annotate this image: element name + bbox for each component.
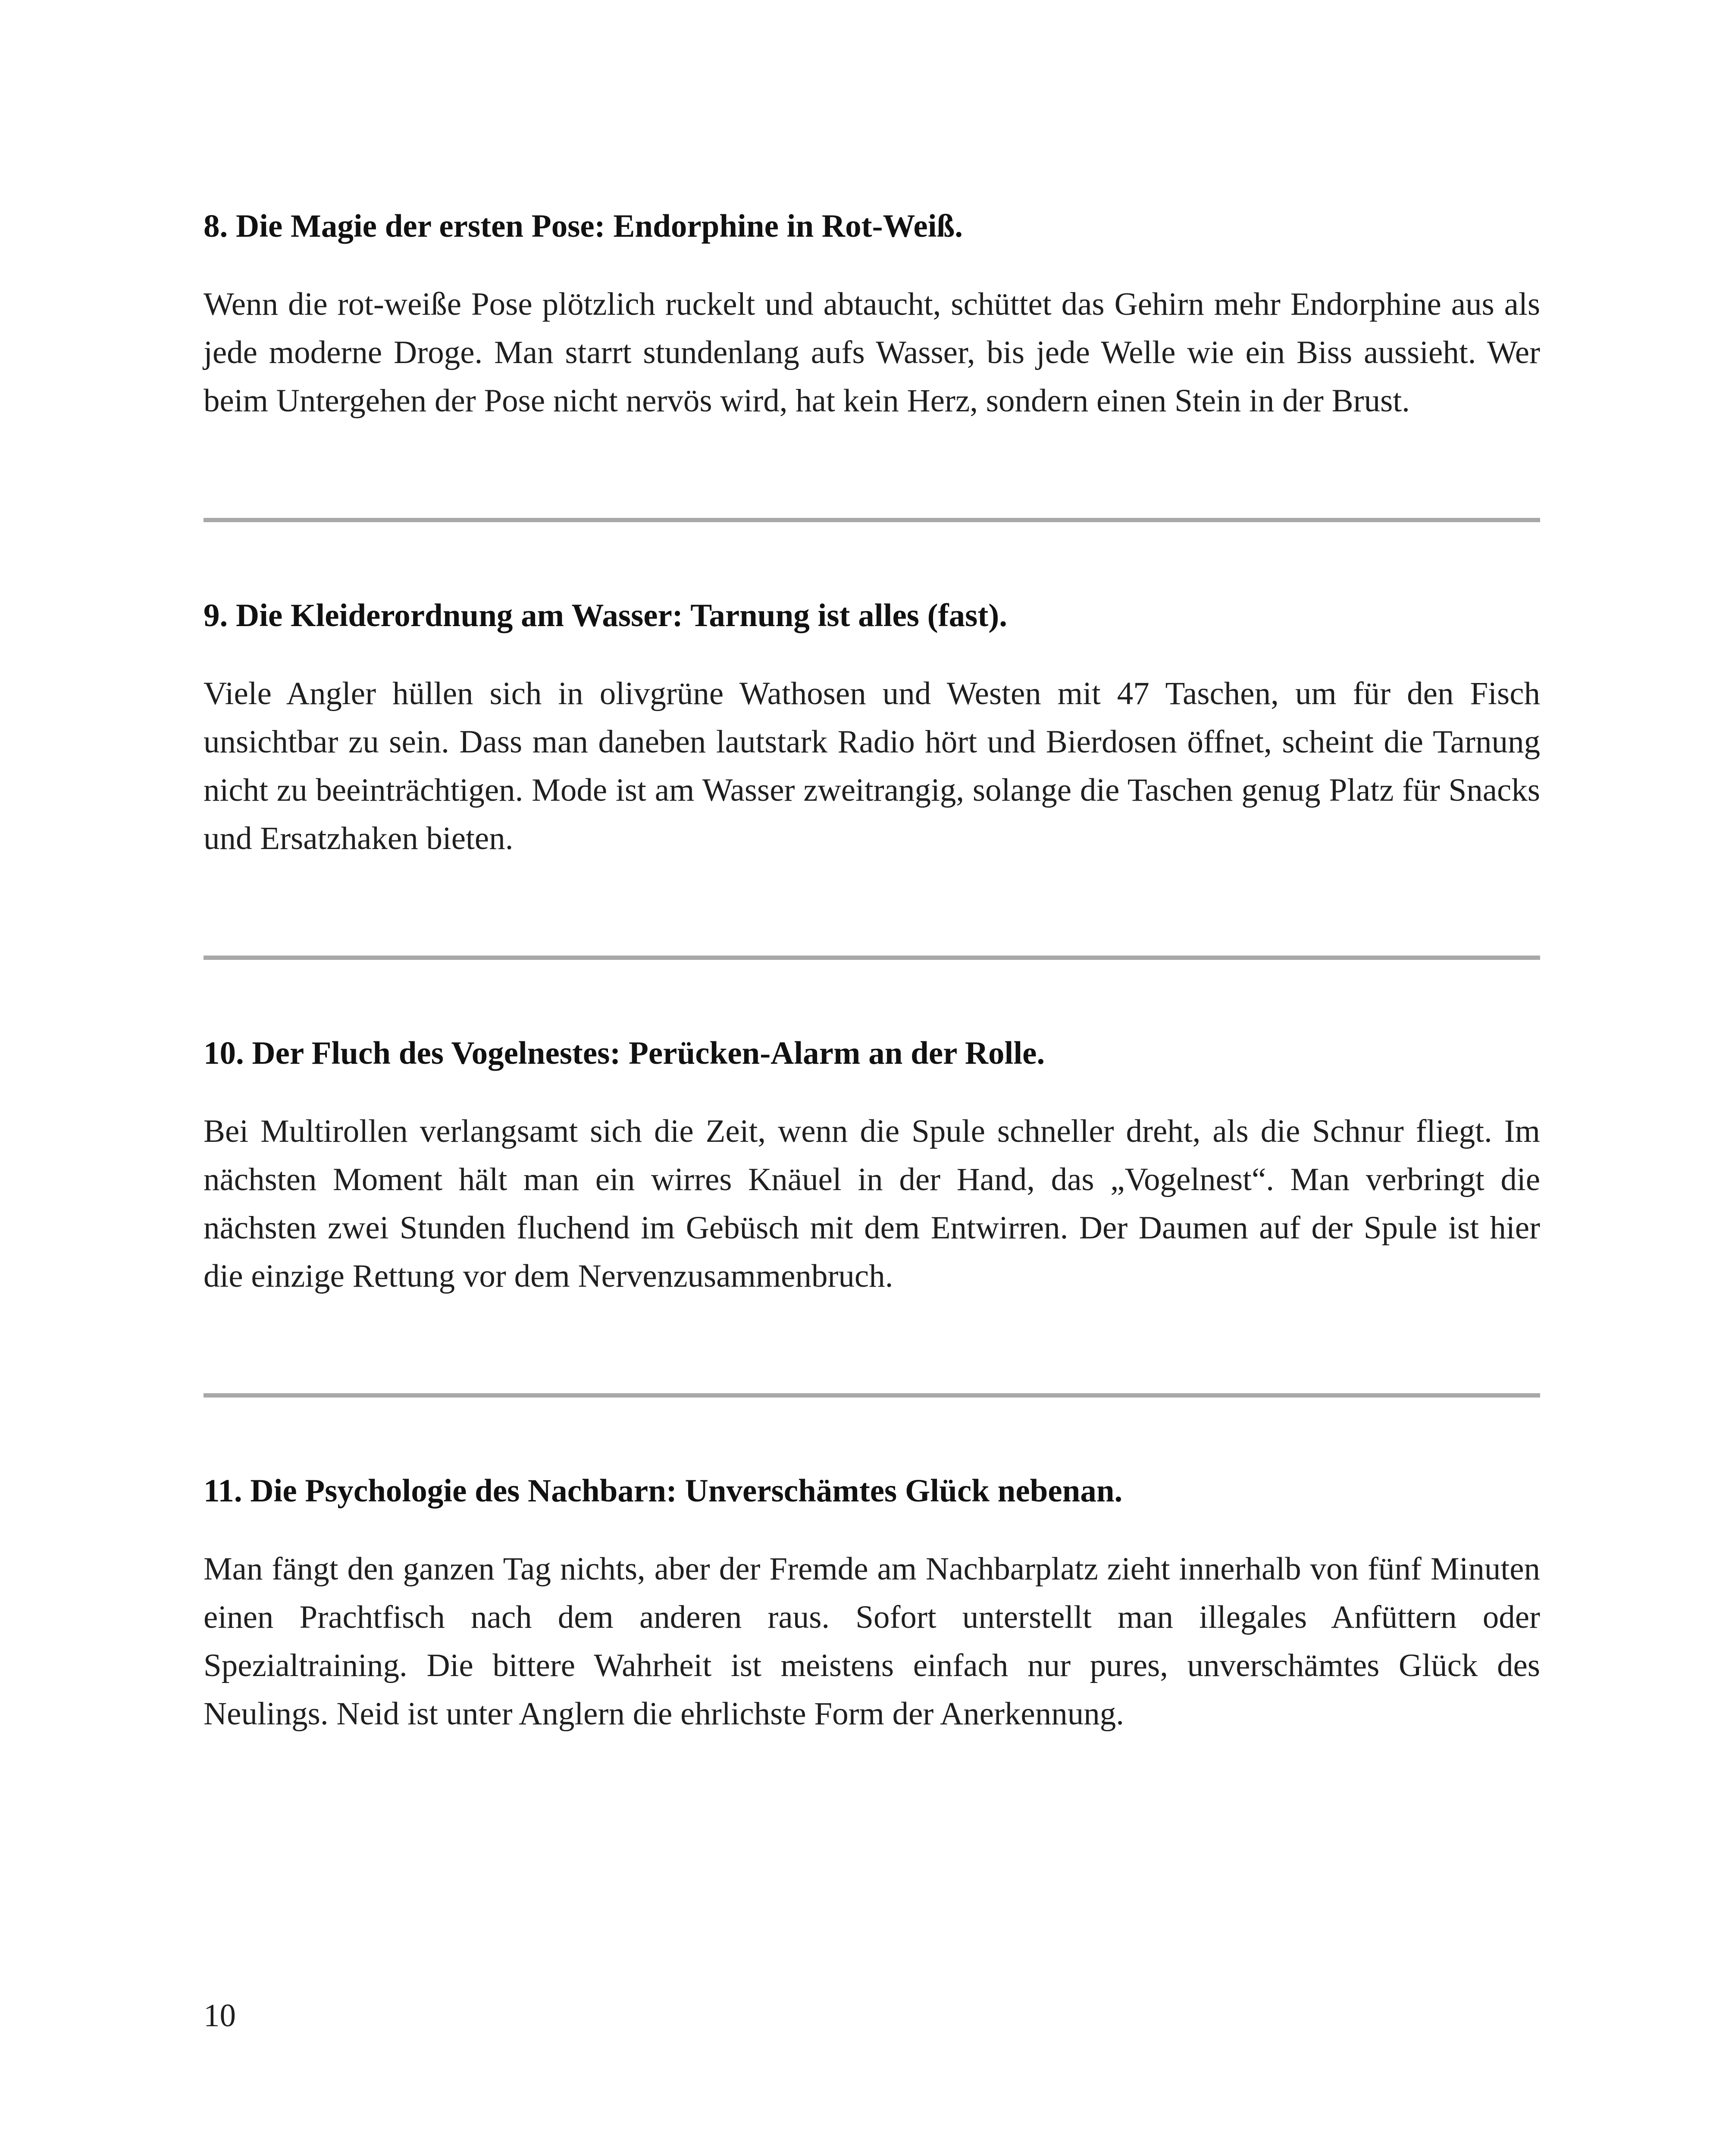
section-heading: 8. Die Magie der ersten Pose: Endorphine in Rot-Weiß. [204,208,963,244]
section-8 [204,203,1540,425]
section-body: Viele Angler hüllen sich in olivgrüne Wathosen und Westen mit 47 Taschen, um für den Fisch unsichtbar zu sein. Dass man daneben lautstark Radio hört und Bierdosen öffnet, scheint die Tarnung nicht zu beeinträchtigen. Mode ist am Wasser zweitrangig, solange die Taschen genug Platz für Snacks und Ersatzhaken bieten. [204,676,1540,856]
page-number: 10 [204,1998,236,2034]
section-10 [204,1030,1540,1300]
section-heading: 10. Der Fluch des Vogelnestes: Perücken-Alarm an der Rolle. [204,1035,1045,1071]
section-body: Wenn die rot-weiße Pose plötzlich ruckelt und abtaucht, schüttet das Gehirn mehr Endorphine aus als jede moderne Droge. Man starrt stundenlang aufs Wasser, bis jede Welle wie ein Biss aussieht. Wer beim Untergehen der Pose nicht nervös wird, hat kein Herz, sondern einen Stein in der Brust. [204,286,1540,419]
section-divider [204,518,1540,522]
section-body: Man fängt den ganzen Tag nichts, aber der Fremde am Nachbarplatz zieht innerhalb von fünf Minuten einen Prachtfisch nach dem anderen raus. Sofort unterstellt man illegales Anfüttern oder Spezialtraining. Die bittere Wahrheit ist meistens einfach nur pures, unverschämtes Glück des Neulings. Neid ist unter Anglern die ehrlichste Form der Anerkennung. [204,1551,1540,1732]
section-divider [204,1393,1540,1398]
section-body: Bei Multirollen verlangsamt sich die Zeit, wenn die Spule schneller dreht, als die Schnur fliegt. Im nächsten Moment hält man ein wirres Knäuel in der Hand, das „Vogelnest“. Man verbringt die nächsten zwei Stunden fluchend im Gebüsch mit dem Entwirren. Der Daumen auf der Spule ist hier die einzige Rettung vor dem Nervenzusammenbruch. [204,1113,1540,1294]
section-divider [204,956,1540,960]
section-heading: 11. Die Psychologie des Nachbarn: Unverschämtes Glück nebenan. [204,1473,1123,1509]
section-heading: 9. Die Kleiderordnung am Wasser: Tarnung ist alles (fast). [204,598,1008,633]
section-9 [204,592,1540,863]
section-11 [204,1467,1540,1738]
page-content [204,203,1540,1738]
